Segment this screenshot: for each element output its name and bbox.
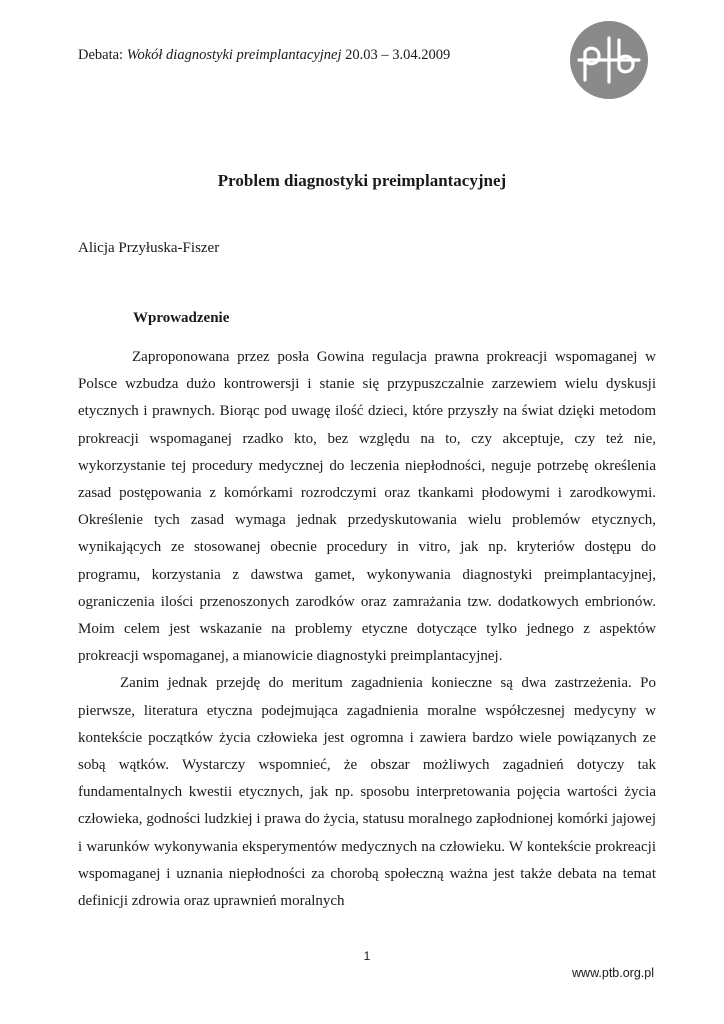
- footer-url[interactable]: www.ptb.org.pl: [572, 966, 654, 980]
- document-title: Problem diagnostyki preimplantacyjnej: [217, 171, 507, 190]
- paragraph-2: Zanim jednak przejdę do meritum zagadnienia konieczne są dwa zastrzeżenia. Po pierwsze, literatura etyczna podejmująca zagadnienia moralne współczesnej medycyny w kontekście początków życia człowieka jest ogromna i zawiera bardzo wiele powiązanych ze sobą wątków. Wystarczy wspomnieć, że obszar możliwych zagadnień dotyczy tak fundamentalnych kwestii etycznych, jak np. sposobu interpretowania pojęcia wartości życia człowieka, godności ludzkiej i prawa do życia, statusu moralnego zapłodnionej komórki jajowej i warunków wykonywania eksperymentów medycznych na człowieku. W kontekście prokreacji wspomaganej i uznania niepłodności za chorobą społeczną ważna jest także debata na temat definicji zdrowia oraz uprawnień moralnych: [78, 675, 656, 910]
- page-number: 1: [363, 949, 371, 963]
- section-heading: Wprowadzenie: [133, 310, 230, 326]
- paragraph-1: Zaproponowana przez posła Gowina regulacja prawna prokreacji wspomaganej w Polsce wzbudza dużo kontrowersji i stanie się przypuszczalnie zarzewiem wielu dyskusji etycznych i prawnych. Biorąc pod uwagę ilość dzieci, które przyszły na świat dzięki metodom prokreacji wspomaganej rzadko kto, bez względu na to, czy akceptuje, czy też nie, wykorzystanie tej procedury medycznej do leczenia niepłodności, neguje potrzebę określenia zasad postępowania z komórkami rozrodczymi oraz tkankami płodowymi i zarodkowymi. Określenie tych zasad wymaga jednak przedyskutowania wielu problemów etycznych, wynikających ze stosowanej obecnie procedury in vitro, jak np. kryteriów dostępu do programu, korzystania z dawstwa gamet, wykonywania diagnostyki preimplantacyjnej, ograniczenia ilości przenoszonych zarodków oraz zamrażania tzw. dodatkowych embrionów. Moim celem jest wskazanie na problemy etyczne dotyczące tylko jednego z aspektów prokreacji wspomaganej, a mianowicie diagnostyki preimplantacyjnej.: [78, 349, 656, 665]
- debate-title: Wokół diagnostyki preimplantacyjnej: [126, 47, 342, 63]
- ptb-logo-icon: [569, 20, 649, 100]
- debate-dates: 20.03 – 3.04.2009: [345, 47, 451, 63]
- debate-header: [78, 47, 450, 64]
- debate-label: Debata:: [78, 47, 124, 63]
- author-name: Alicja Przyłuska-Fiszer: [78, 240, 220, 256]
- body-text: [78, 344, 656, 915]
